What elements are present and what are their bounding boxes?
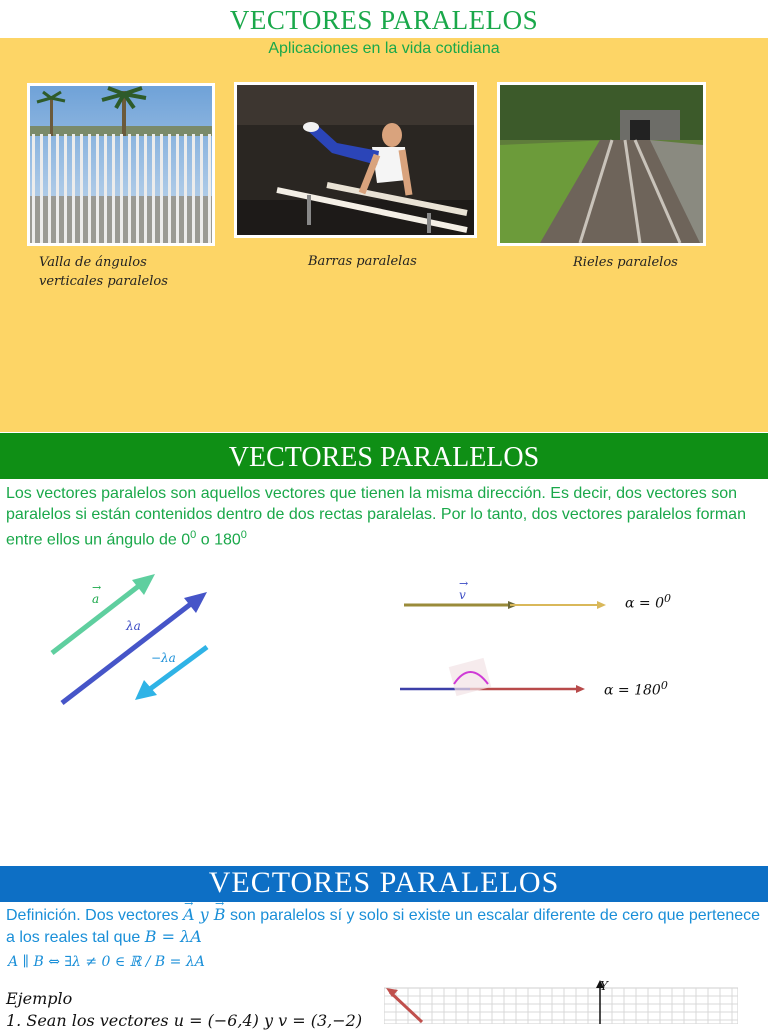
- def-vector-b: → B: [214, 904, 226, 925]
- slide3-title: VECTORES PARALELOS: [0, 866, 768, 902]
- label-alpha-180: $\alpha = 180^0$: [604, 679, 668, 699]
- slide1-title: VECTORES PARALELOS: [0, 0, 768, 38]
- slide2-text-main: Los vectores paralelos son aquellos vectores que tienen la misma dirección. Es decir, dos vectores son paralelos si están contenidos dentro de dos rectas paralelas. Por lo tanto, dos vectores paralelos forman entre ellos un ángulo de: [6, 485, 746, 549]
- fence-caption-line1: Valla de ángulos: [39, 255, 147, 270]
- angle-highlight: [449, 658, 492, 696]
- angle-180-sup: 0: [240, 529, 247, 541]
- angle-connector: o: [196, 531, 215, 549]
- parallel-bars-photo: [234, 82, 477, 238]
- fence-caption: [39, 253, 168, 291]
- label-lambda-a: λa: [126, 619, 141, 633]
- angle-diagrams: [400, 590, 615, 700]
- label-alpha-0: $\alpha = 0^0$: [625, 592, 671, 612]
- vector-right-head: [576, 685, 585, 693]
- def-part1: Definición. Dos vectores: [6, 907, 183, 924]
- label-minus-lambda-a: −λa: [151, 651, 176, 665]
- def-part2: son paralelos sí y solo si existe un escalar diferente de cero que pertenece a los reales tal que: [6, 907, 761, 946]
- vector-parallel-head: [597, 601, 606, 609]
- rails-caption: Rieles paralelos: [573, 255, 678, 270]
- angle-180: 180: [214, 531, 241, 549]
- vector-minus-lambda-a-head: [135, 680, 157, 700]
- angle-zero-sup: 0: [190, 529, 197, 541]
- label-v: → v: [459, 588, 466, 602]
- example-line: 1. Sean los vectores u = (−6,4) y v = (3,−2): [6, 1011, 363, 1030]
- example-title: Ejemplo: [6, 989, 73, 1008]
- def-equation: B = λA: [144, 927, 202, 946]
- y-axis-label: Y: [600, 979, 608, 993]
- def-y: y: [194, 905, 214, 924]
- parallel-formula: A ∥ B ⇔ ∃λ ≠ 0 ∈ ℝ / B = λA: [8, 954, 205, 970]
- rails-photo: [497, 82, 706, 246]
- fence-caption-line2: verticales paralelos: [39, 274, 168, 289]
- angle-zero: 0: [181, 531, 191, 549]
- fence-photo: [27, 83, 215, 246]
- def-vector-a: → A: [183, 904, 195, 925]
- slide1-subtitle: Aplicaciones en la vida cotidiana: [268, 40, 500, 57]
- vector-a-head: [132, 574, 155, 595]
- example-block: [6, 988, 386, 1032]
- slide2-definition-text: [6, 483, 766, 550]
- slide2-title: VECTORES PARALELOS: [0, 433, 768, 479]
- coordinate-grid: [384, 978, 738, 1024]
- label-a: → a: [92, 592, 99, 606]
- bars-caption: Barras paralelas: [308, 254, 417, 269]
- slide3-definition: [6, 904, 764, 948]
- parallel-vectors-diagram: [40, 565, 240, 715]
- vector-lambda-a-head: [184, 592, 207, 613]
